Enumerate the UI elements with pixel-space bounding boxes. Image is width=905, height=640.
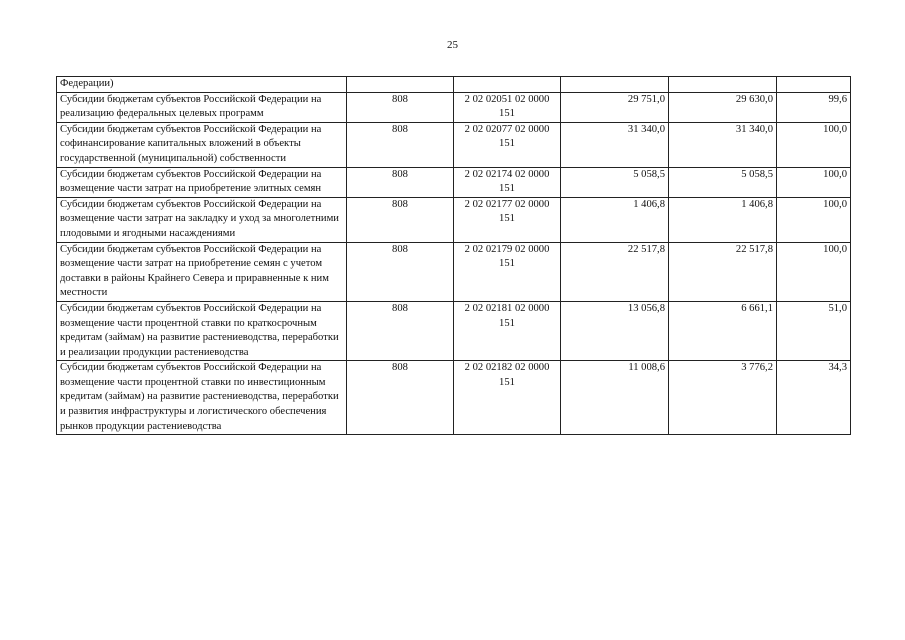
cell-actual: 29 630,0 <box>669 92 777 122</box>
cell-name: Субсидии бюджетам субъектов Российской Федерации на софинансирование капитальных вложений в объекты государственной (муниципальной) собственности <box>57 122 347 167</box>
cell-admin-code: 808 <box>347 242 454 301</box>
cell-name: Федерации) <box>57 77 347 93</box>
cell-budget-code: 2 02 02174 02 0000 151 <box>454 167 561 197</box>
cell-actual: 5 058,5 <box>669 167 777 197</box>
cell-actual: 3 776,2 <box>669 361 777 435</box>
cell-plan: 1 406,8 <box>561 197 669 242</box>
cell-actual <box>669 77 777 93</box>
cell-budget-code: 2 02 02179 02 0000 151 <box>454 242 561 301</box>
table-row <box>57 92 851 122</box>
cell-admin-code: 808 <box>347 197 454 242</box>
cell-admin-code: 808 <box>347 92 454 122</box>
cell-plan: 29 751,0 <box>561 92 669 122</box>
table-row <box>57 197 851 242</box>
cell-plan: 22 517,8 <box>561 242 669 301</box>
cell-plan: 31 340,0 <box>561 122 669 167</box>
cell-name: Субсидии бюджетам субъектов Российской Федерации на возмещение части затрат на приобретение элитных семян <box>57 167 347 197</box>
cell-percent: 100,0 <box>777 242 851 301</box>
table-row <box>57 301 851 360</box>
cell-percent <box>777 77 851 93</box>
table-row-continued <box>57 77 851 93</box>
cell-name: Субсидии бюджетам субъектов Российской Федерации на возмещение части процентной ставки по краткосрочным кредитам (займам) на развитие растениеводства, переработки и реализации продукции растениеводства <box>57 301 347 360</box>
table-row <box>57 122 851 167</box>
cell-budget-code: 2 02 02077 02 0000 151 <box>454 122 561 167</box>
cell-name: Субсидии бюджетам субъектов Российской Федерации на возмещение части затрат на закладку и уход за многолетними плодовыми и ягодными насаждениями <box>57 197 347 242</box>
cell-plan <box>561 77 669 93</box>
table-row <box>57 361 851 435</box>
cell-actual: 31 340,0 <box>669 122 777 167</box>
cell-budget-code: 2 02 02051 02 0000 151 <box>454 92 561 122</box>
cell-admin-code: 808 <box>347 122 454 167</box>
table-row <box>57 242 851 301</box>
cell-budget-code: 2 02 02181 02 0000 151 <box>454 301 561 360</box>
cell-percent: 51,0 <box>777 301 851 360</box>
budget-revenue-table <box>56 76 851 435</box>
cell-budget-code <box>454 77 561 93</box>
cell-percent: 99,6 <box>777 92 851 122</box>
cell-name: Субсидии бюджетам субъектов Российской Федерации на реализацию федеральных целевых программ <box>57 92 347 122</box>
cell-actual: 22 517,8 <box>669 242 777 301</box>
table-row <box>57 167 851 197</box>
cell-plan: 11 008,6 <box>561 361 669 435</box>
cell-percent: 34,3 <box>777 361 851 435</box>
cell-percent: 100,0 <box>777 167 851 197</box>
cell-admin-code <box>347 77 454 93</box>
cell-plan: 5 058,5 <box>561 167 669 197</box>
cell-budget-code: 2 02 02182 02 0000 151 <box>454 361 561 435</box>
cell-admin-code: 808 <box>347 301 454 360</box>
cell-admin-code: 808 <box>347 167 454 197</box>
cell-name: Субсидии бюджетам субъектов Российской Федерации на возмещение части затрат на приобретение семян с учетом доставки в районы Крайнего Севера и приравненные к ним местности <box>57 242 347 301</box>
cell-name: Субсидии бюджетам субъектов Российской Федерации на возмещение части процентной ставки по инвестиционным кредитам (займам) на развитие растениеводства, переработки и развития инфраструктуры и логистического обеспечения рынков продукции растениеводства <box>57 361 347 435</box>
cell-percent: 100,0 <box>777 197 851 242</box>
cell-actual: 6 661,1 <box>669 301 777 360</box>
page-number: 25 <box>447 39 458 51</box>
cell-plan: 13 056,8 <box>561 301 669 360</box>
cell-admin-code: 808 <box>347 361 454 435</box>
cell-budget-code: 2 02 02177 02 0000 151 <box>454 197 561 242</box>
cell-actual: 1 406,8 <box>669 197 777 242</box>
cell-percent: 100,0 <box>777 122 851 167</box>
